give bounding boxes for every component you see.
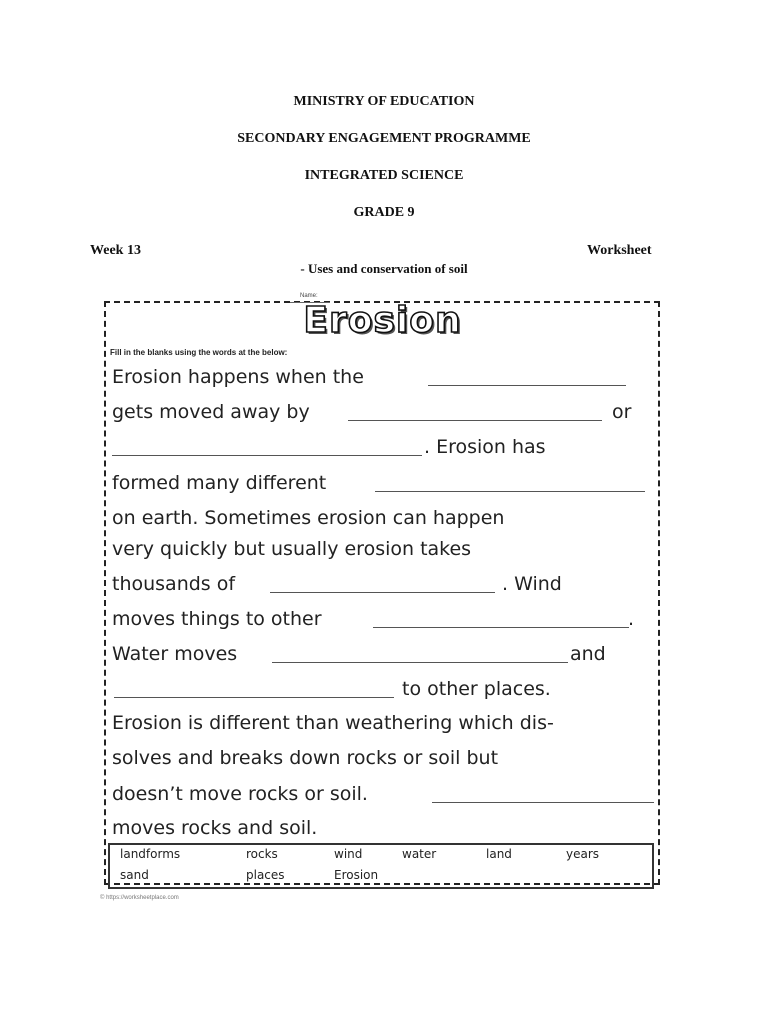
name-label: Name:	[300, 293, 318, 299]
worksheet-label: Worksheet	[587, 243, 652, 258]
text-line: and	[570, 643, 606, 665]
text-line: on earth. Sometimes erosion can happen	[112, 507, 505, 529]
text-line: .	[628, 608, 635, 630]
text-line: gets moved away by	[112, 401, 310, 423]
text-line: Erosion happens when the	[112, 366, 364, 388]
word-bank-item: water	[402, 847, 437, 861]
word-bank-item: years	[566, 847, 600, 861]
text-line: . Wind	[502, 573, 562, 595]
topic-line: - Uses and conservation of soil	[300, 261, 468, 276]
word-bank-item: sand	[120, 868, 149, 882]
text-line: moves things to other	[112, 608, 322, 630]
instruction-text: Fill in the blanks using the words at the below:	[110, 348, 288, 357]
word-bank-item: places	[246, 868, 285, 882]
word-bank-item: wind	[334, 847, 363, 861]
text-line: or	[612, 401, 632, 423]
worksheet-title: Erosion	[303, 300, 462, 341]
text-line: very quickly but usually erosion takes	[112, 538, 472, 560]
text-line: solves and breaks down rocks or soil but	[112, 747, 499, 769]
text-line: . Erosion has	[424, 436, 546, 458]
blank-line	[270, 592, 495, 593]
source-credit: © https://worksheetplace.com	[100, 895, 179, 901]
word-bank-item: landforms	[120, 847, 181, 861]
text-line: doesn’t move rocks or soil.	[112, 783, 368, 805]
text-line: Erosion is different than weathering which dis-	[112, 712, 554, 734]
blank-line	[428, 385, 626, 386]
blank-line	[272, 662, 568, 663]
subject-heading: INTEGRATED SCIENCE	[304, 168, 464, 183]
blank-line	[432, 802, 654, 803]
word-bank	[108, 843, 654, 889]
text-line: Water moves	[112, 643, 238, 665]
word-bank-item: land	[486, 847, 512, 861]
text-line: formed many different	[112, 472, 327, 494]
grade-heading: GRADE 9	[353, 205, 415, 220]
blank-line	[373, 627, 629, 628]
erosion-worksheet	[100, 293, 665, 901]
ministry-heading: MINISTRY OF EDUCATION	[293, 94, 475, 109]
blank-line	[375, 491, 645, 492]
programme-heading: SECONDARY ENGAGEMENT PROGRAMME	[237, 131, 531, 146]
word-bank-item: rocks	[246, 847, 278, 861]
blank-line	[348, 420, 602, 421]
text-line: thousands of	[112, 573, 236, 595]
text-line: to other places.	[402, 678, 551, 700]
text-line: moves rocks and soil.	[112, 817, 318, 839]
word-bank-item: Erosion	[334, 868, 379, 882]
week-label: Week 13	[90, 243, 141, 258]
blank-line	[114, 697, 394, 698]
blank-line	[112, 455, 422, 456]
